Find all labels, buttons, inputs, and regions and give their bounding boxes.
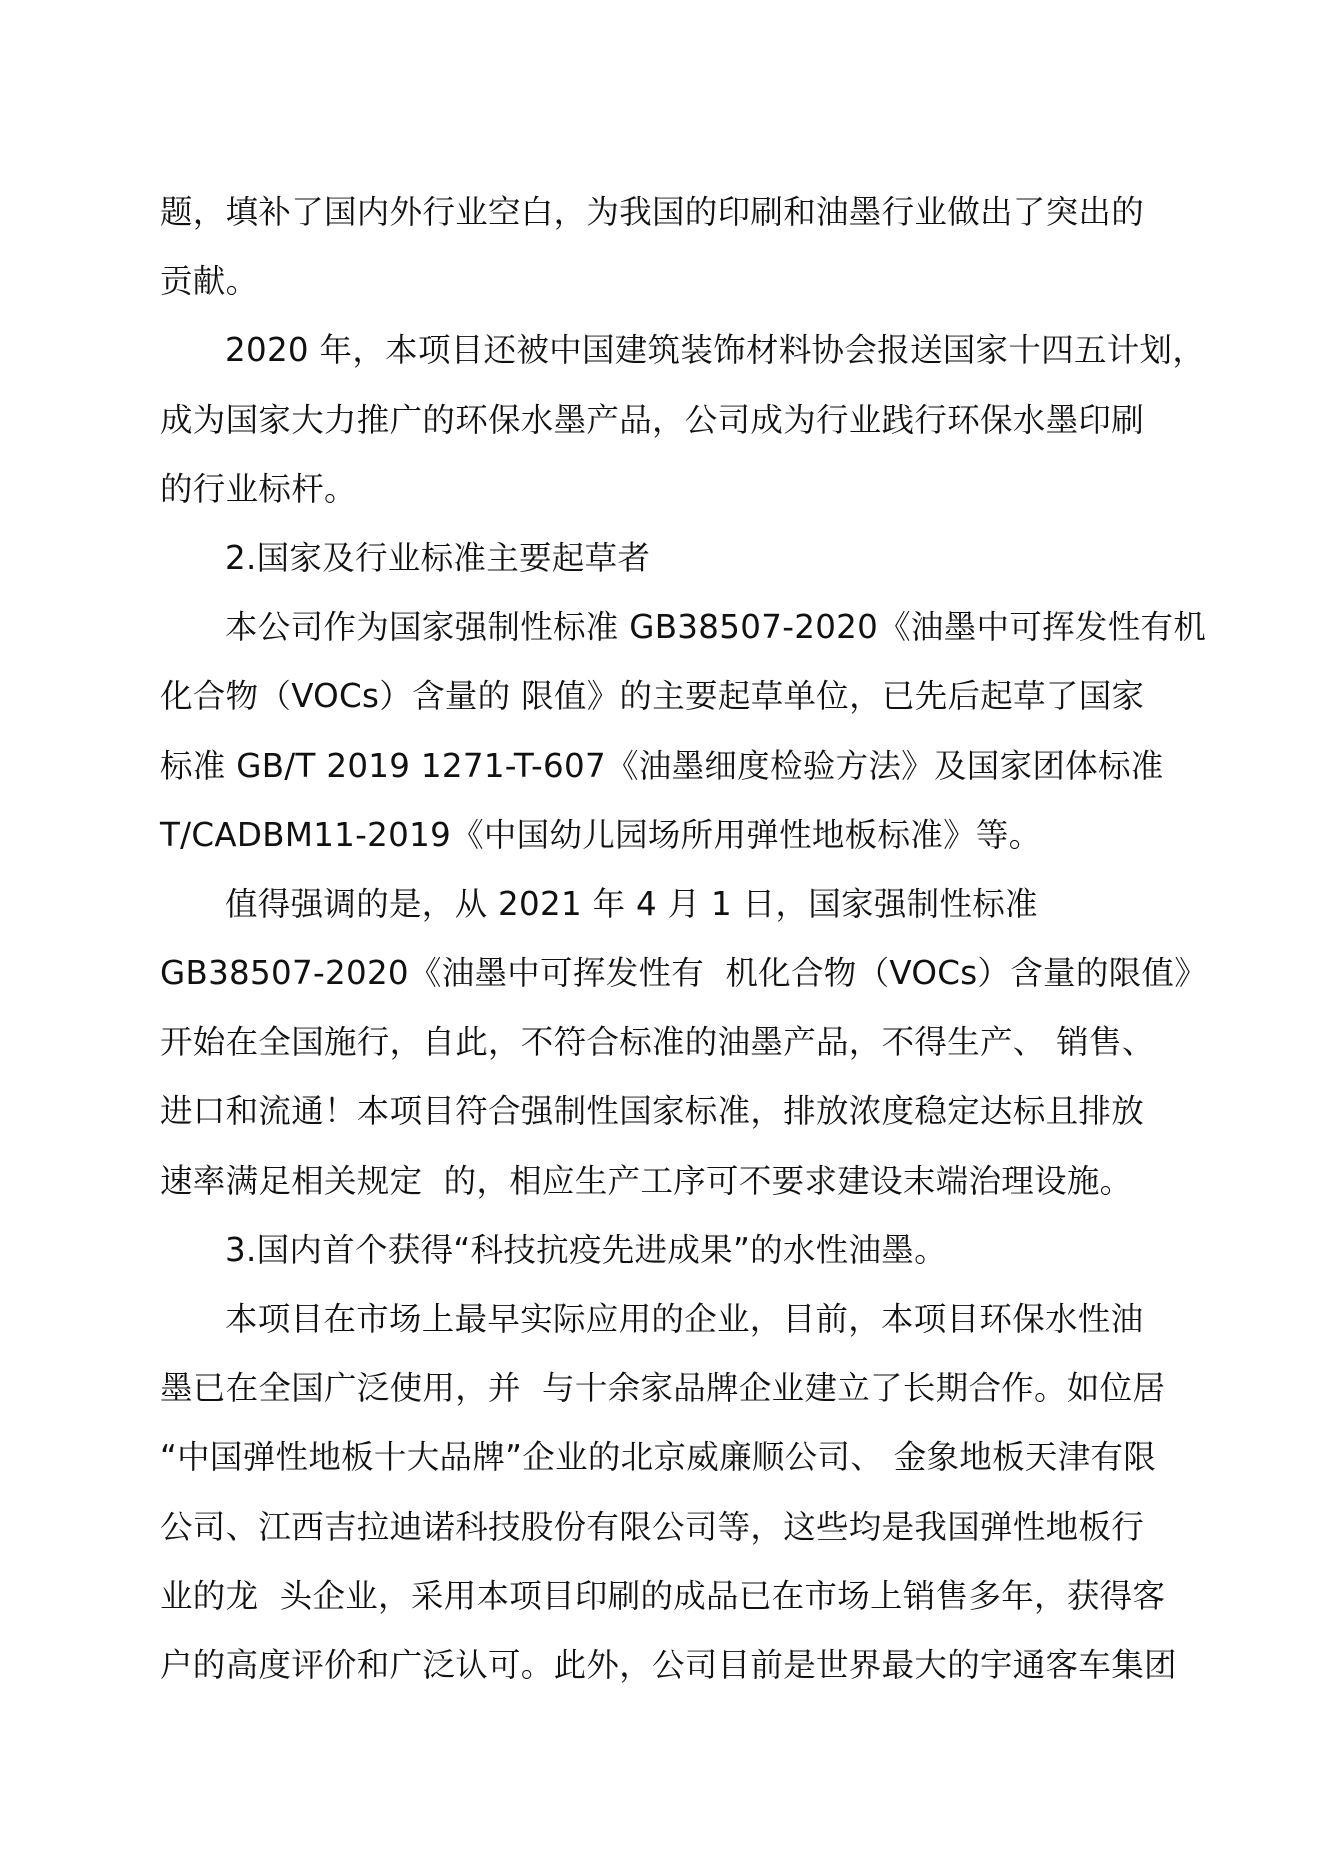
section-heading-award: [160, 1216, 1175, 1285]
text-line: 标准 GB/T 2019 1271-T-607《油墨细度检验方法》及国家团体标准: [160, 746, 1164, 785]
text-line: 题，填补了国内外行业空白，为我国的印刷和油墨行业做出了突出的: [160, 193, 1145, 231]
text-line: T/CADBM11-2019《中国幼儿园场所用弹性地板标准》等。: [160, 815, 1042, 854]
text-line: 本项目在市场上最早实际应用的企业，目前，本项目环保水性油: [225, 1300, 1144, 1338]
text-line: 公司、江西吉拉迪诺科技股份有限公司等，这些均是我国弹性地板行: [160, 1507, 1145, 1546]
text-line: 业的龙 头企业，采用本项目印刷的成品已在市场上销售多年，获得客: [160, 1576, 1166, 1615]
text-line: 贡献。: [160, 262, 259, 301]
text-line: 2.国家及行业标准主要起草者: [225, 538, 651, 577]
text-line: 墨已在全国广泛使用，并 与十余家品牌企业建立了长期合作。如位居: [160, 1369, 1166, 1408]
text-line: 进口和流通！本项目符合强制性国家标准，排放浓度稳定达标且排放: [160, 1092, 1145, 1131]
text-line: 成为国家大力推广的环保水墨产品，公司成为行业践行环保水墨印刷: [160, 400, 1145, 439]
text-line: GB38507-2020《油墨中可挥发性有 机化合物（VOCs）含量的限值》: [160, 954, 1208, 993]
paragraph-market-application: [160, 1285, 1175, 1700]
text-line: 户的高度评价和广泛认可。此外，公司目前是世界最大的宇通客车集团: [160, 1645, 1177, 1684]
text-line: 开始在全国施行，自此，不符合标准的油墨产品，不得生产、 销售、: [160, 1023, 1155, 1062]
text-line: 3.国内首个获得“科技抗疫先进成果”的水性油墨。: [225, 1230, 947, 1269]
text-line: 的行业标杆。: [160, 469, 357, 508]
body-text: [160, 178, 1208, 1700]
paragraph-continuation: [160, 178, 1175, 316]
text-line: 本公司作为国家强制性标准 GB38507-2020《油墨中可挥发性有机: [225, 608, 1207, 647]
text-line: 2020 年，本项目还被中国建筑装饰材料协会报送国家十四五计划，: [225, 331, 1206, 370]
section-heading-standards: [160, 524, 1175, 593]
text-line: 化合物（VOCs）含量的 限值》的主要起草单位，已先后起草了国家: [160, 677, 1145, 716]
text-line: 速率满足相关规定 的，相应生产工序可不要求建设末端治理设施。: [160, 1161, 1133, 1200]
paragraph-standards-drafter: [160, 593, 1207, 870]
text-line: “中国弹性地板十大品牌”企业的北京威廉顺公司、 金象地板天津有限: [160, 1438, 1157, 1477]
text-line: 值得强调的是，从 2021 年 4 月 1 日，国家强制性标准: [225, 884, 1038, 923]
paragraph-2020-plan: [160, 316, 1206, 524]
paragraph-mandatory-standard: [160, 870, 1208, 1216]
